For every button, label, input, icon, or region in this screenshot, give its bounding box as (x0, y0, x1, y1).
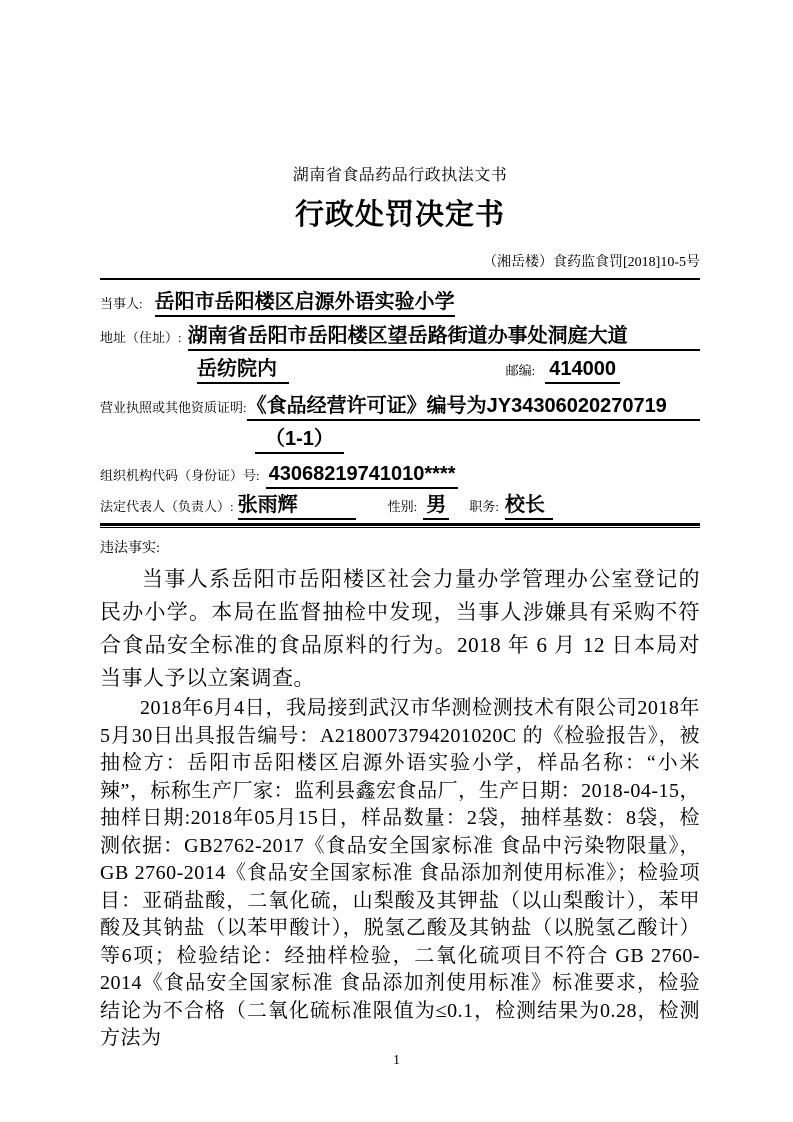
section-divider-rule (100, 523, 700, 528)
org-code-row (100, 462, 700, 489)
address-label: 地址（住址）: (100, 330, 182, 345)
org-code-value: 43068219741010**** (266, 462, 459, 489)
legal-rep-label: 法定代表人（负责人）: (100, 499, 234, 514)
legal-rep-value: 张雨辉 (238, 493, 356, 520)
party-row (100, 290, 700, 317)
document-content (100, 0, 700, 1053)
party-value: 岳阳市岳阳楼区启源外语实验小学 (155, 290, 455, 317)
license-row (100, 394, 700, 421)
doc-title: 行政处罚决定书 (294, 199, 505, 231)
party-label: 当事人: (100, 296, 143, 311)
facts-paragraph-1: 当事人系岳阳市岳阳楼区社会力量办学管理办公室登记的民办小学。本局在监督抽检中发现，当事人涉嫌具有采购不符合食品安全标准的食品原料的行为。2018 年 6 月 12 日本局对当事人予以立案调查。 (100, 567, 700, 690)
postcode-group (506, 357, 620, 384)
facts-paragraph-2: 2018年6月4日，我局接到武汉市华测检测技术有限公司2018年5月30日出具报告编号：A2180073794201020C 的《检验报告》，被抽检方：岳阳市岳阳楼区启源外语实验小学，样品名称：“小米辣”，标称生产厂家：监利县鑫宏食品厂，生产日期：2018-04-15，抽样日期:2018年05月15日，样品数量：2袋，抽样基数：8袋，检测依据：GB2762-2017《食品安全国家标准 食品中污染物限量》，GB 2760-2014《食品安全国家标准 食品添加剂使用标准》；检验项目：亚硝盐酸，二氧化硫，山梨酸及其钾盐（以山梨酸计），苯甲酸及其钠盐（以苯甲酸计），脱氢乙酸及其钠盐（以脱氢乙酸计）等6项；检验结论：经抽样检验，二氧化硫项目不符合 GB 2760-2014《食品安全国家标准 食品添加剂使用标准》标准要求，检验结论为不合格（二氧化硫标准限值为≤0.1，检测结果为0.28，检测方法为 (100, 697, 700, 1049)
postcode-label: 邮编: (505, 363, 536, 378)
legal-rep-row (100, 493, 700, 520)
license-value-line1: 《食品经营许可证》编号为JY34306020270719 (247, 394, 700, 421)
facts-section-heading: 违法事实: (100, 541, 160, 556)
address-value-line1: 湖南省岳阳市岳阳楼区望岳路街道办事处洞庭大道 (188, 324, 700, 351)
job-title-value: 校长 (505, 493, 553, 520)
gender-label: 性别: (387, 499, 418, 514)
license-label: 营业执照或其他资质证明: (100, 400, 247, 415)
job-title-label: 职务: (469, 499, 499, 514)
address-row (100, 324, 700, 351)
header-rule (100, 278, 700, 280)
license-value-line2: （1-1） (255, 427, 344, 454)
page-number: 1 (393, 1053, 400, 1068)
doc-number: （湘岳楼）食药监食罚[2018]10-5号 (483, 255, 700, 270)
org-code-label: 组织机构代码（身份证）号: (100, 468, 260, 483)
postcode-value: 414000 (545, 357, 620, 384)
address-row-2 (100, 357, 700, 384)
gender-value: 男 (423, 493, 449, 520)
doc-subtitle: 湖南省食品药品行政执法文书 (292, 167, 508, 184)
address-value-line2: 岳纺院内 (197, 357, 289, 384)
license-row-2 (100, 427, 700, 454)
